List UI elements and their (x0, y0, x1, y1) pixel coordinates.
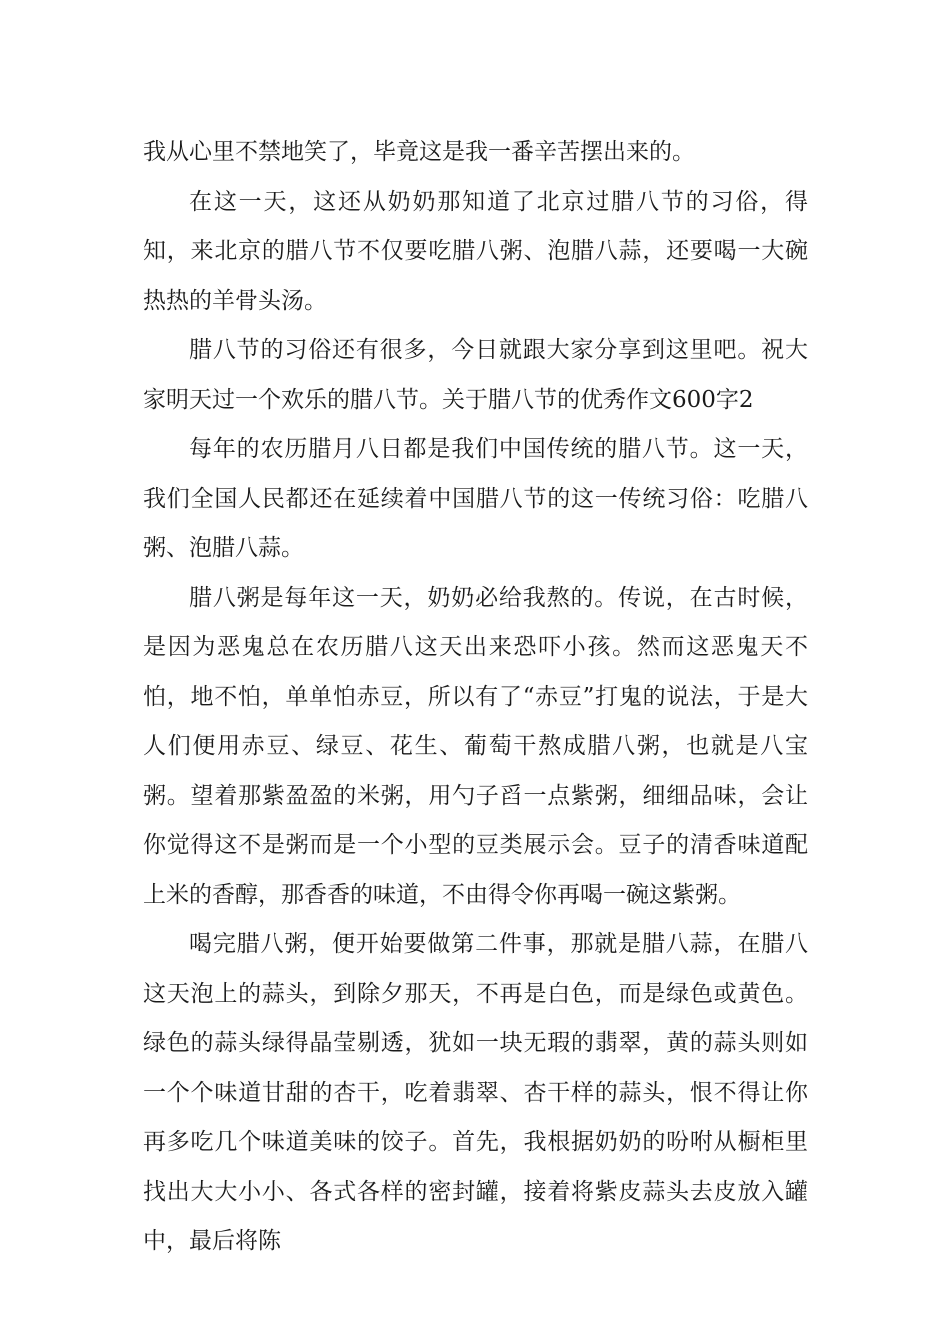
essay-body (143, 128, 808, 1267)
paragraph-closing-and-title: 腊八节的习俗还有很多，今日就跟大家分享到这里吧。祝大家明天过一个欢乐的腊八节。关于腊八节的优秀作文600字2 (143, 337, 808, 413)
paragraph-laba-intro: 每年的农历腊月八日都是我们中国传统的腊八节。这一天，我们全国人民都还在延续着中国腊八节的这一传统习俗：吃腊八粥、泡腊八蒜。 (143, 436, 808, 561)
paragraph-laba-garlic: 喝完腊八粥，便开始要做第二件事，那就是腊八蒜，在腊八这天泡上的蒜头，到除夕那天，不再是白色，而是绿色或黄色。绿色的蒜头绿得晶莹剔透，犹如一块无瑕的翡翠，黄的蒜头则如一个个味道甘甜的杏干，吃着翡翠、杏干样的蒜头，恨不得让你再多吃几个味道美味的饺子。首先，我根据奶奶的吩咐从橱柜里找出大大小小、各式各样的密封罐，接着将紫皮蒜头去皮放入罐中，最后将陈 (143, 931, 808, 1254)
paragraph-laba-porridge: 腊八粥是每年这一天，奶奶必给我熬的。传说，在古时候，是因为恶鬼总在农历腊八这天出来恐吓小孩。然而这恶鬼天不怕，地不怕，单单怕赤豆，所以有了“赤豆”打鬼的说法，于是大人们便用赤豆、绿豆、花生、葡萄干熬成腊八粥，也就是八宝粥。望着那紫盈盈的米粥，用勺子舀一点紫粥，细细品味，会让你觉得这不是粥而是一个小型的豆类展示会。豆子的清香味道配上米的香醇，那香香的味道，不由得令你再喝一碗这紫粥。 (143, 584, 808, 908)
paragraph-continuation: 我从心里不禁地笑了，毕竟这是我一番辛苦摆出来的。 (143, 139, 695, 165)
paragraph-beijing-custom: 在这一天，这还从奶奶那知道了北京过腊八节的习俗，得知，来北京的腊八节不仅要吃腊八粥、泡腊八蒜，还要喝一大碗热热的羊骨头汤。 (143, 188, 808, 314)
